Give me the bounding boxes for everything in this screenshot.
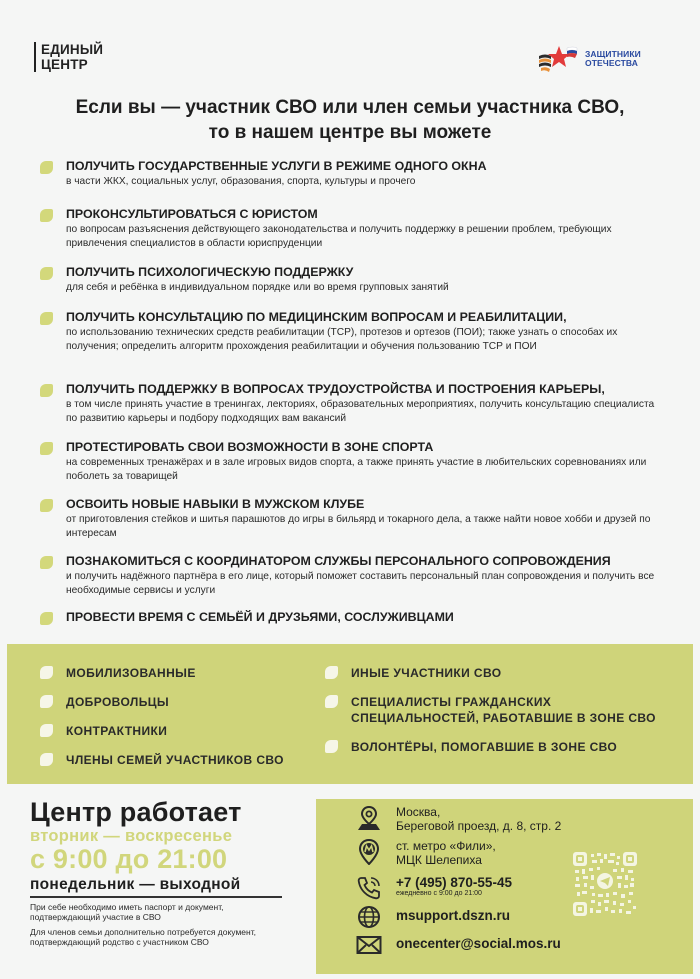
participant-label: КОНТРАКТНИКИ	[66, 724, 168, 738]
leaf-bullet-icon	[325, 666, 338, 679]
website-text	[396, 908, 510, 923]
metro-icon	[356, 839, 382, 865]
hours-title: Центр работает	[30, 797, 242, 827]
service-description: в том числе принять участие в тренингах, лекториях, образовательных мероприятиях, получить консультацию специалиста по развитию карьеры и подбору подходящих вам вакансий	[66, 399, 655, 424]
working-hours	[30, 797, 310, 898]
service-title: ПРОКОНСУЛЬТИРОВАТЬСЯ С ЮРИСТОМ	[66, 207, 318, 221]
brand-right-line-2: ОТЕЧЕСТВА	[585, 58, 638, 68]
day-off: понедельник — выходной	[30, 875, 282, 898]
leaf-bullet-icon	[40, 267, 53, 280]
service-description: от приготовления стейков и шитья парашютов до игры в бильярд и токарного дела, а также найти новое хобби и друзей по интересам	[66, 514, 651, 539]
envelope-icon	[356, 935, 382, 961]
service-description: в части ЖКХ, социальных услуг, образования, спорта, культуры и прочего	[66, 176, 416, 187]
address-text	[396, 805, 561, 833]
leaf-bullet-icon	[40, 312, 53, 325]
website-link[interactable]: msupport.dszn.ru	[396, 908, 510, 923]
note-family: Для членов семьи дополнительно потребуется документ, подтверждающий родство с участником СВО	[30, 927, 257, 947]
service-title: ПРОТЕСТИРОВАТЬ СВОИ ВОЗМОЖНОСТИ В ЗОНЕ СПОРТА	[66, 440, 434, 454]
leaf-bullet-icon	[40, 612, 53, 625]
globe-icon	[357, 905, 383, 931]
eligible-participants-panel	[7, 644, 693, 784]
headline-line-1: Если вы — участник СВО или член семьи участника СВО,	[75, 97, 625, 118]
zashchitniki-otechestva-logo	[537, 44, 641, 74]
required-documents-notes	[30, 902, 290, 952]
working-days: вторник — воскресенье	[30, 827, 233, 845]
participant-label: ВОЛОНТЁРЫ, ПОМОГАВШИЕ В ЗОНЕ СВО	[351, 740, 618, 754]
page-headline	[0, 95, 700, 145]
participant-label: СПЕЦИАЛИСТЫ ГРАЖДАНСКИХ	[351, 695, 552, 709]
service-title: ОСВОИТЬ НОВЫЕ НАВЫКИ В МУЖСКОМ КЛУБЕ	[66, 497, 365, 511]
leaf-bullet-icon	[40, 695, 53, 708]
brand-left-line-2: ЦЕНТР	[41, 57, 88, 72]
participant-label: МОБИЛИЗОВАННЫЕ	[66, 666, 196, 680]
metro-text	[396, 839, 496, 867]
leaf-bullet-icon	[40, 666, 53, 679]
service-title: ПОЗНАКОМИТЬСЯ С КООРДИНАТОРОМ СЛУЖБЫ ПЕРСОНАЛЬНОГО СОПРОВОЖДЕНИЯ	[66, 554, 611, 568]
service-title: ПРОВЕСТИ ВРЕМЯ С СЕМЬЁЙ И ДРУЗЬЯМИ, СОСЛУЖИВЦАМИ	[66, 610, 454, 624]
star-ribbon-icon	[537, 44, 583, 74]
brand-left-line-1: ЕДИНЫЙ	[41, 42, 104, 57]
edinyi-centr-logo	[34, 42, 103, 72]
leaf-bullet-icon	[40, 724, 53, 737]
leaf-bullet-icon	[40, 556, 53, 569]
leaf-bullet-icon	[325, 740, 338, 753]
leaf-bullet-icon	[40, 442, 53, 455]
service-description: по вопросам разъяснения действующего законодательства и получить поддержку в решении проблем, требующих привлечения специалистов в области юриспруденции	[66, 224, 612, 249]
map-pin-icon	[356, 805, 382, 831]
leaf-bullet-icon	[40, 753, 53, 766]
brand-right-line-1: ЗАЩИТНИКИ	[585, 48, 641, 59]
leaf-bullet-icon	[40, 209, 53, 222]
metro-station: ст. метро «Фили»,	[396, 839, 496, 853]
phone-text	[396, 875, 512, 898]
contacts-panel	[316, 799, 693, 974]
service-title: ПОЛУЧИТЬ ПОДДЕРЖКУ В ВОПРОСАХ ТРУДОУСТРОЙСТВА И ПОСТРОЕНИЯ КАРЬЕРЫ,	[66, 382, 605, 396]
leaf-bullet-icon	[40, 384, 53, 397]
phone-number[interactable]: +7 (495) 870-55-45	[396, 875, 512, 890]
leaf-bullet-icon	[325, 695, 338, 708]
email-text	[396, 936, 561, 951]
email-link[interactable]: onecenter@social.mos.ru	[396, 936, 561, 951]
qr-code[interactable]	[573, 852, 637, 916]
participant-label: ЧЛЕНЫ СЕМЕЙ УЧАСТНИКОВ СВО	[66, 753, 284, 767]
leaf-bullet-icon	[40, 499, 53, 512]
service-title: ПОЛУЧИТЬ КОНСУЛЬТАЦИЮ ПО МЕДИЦИНСКИМ ВОПРОСАМ И РЕАБИЛИТАЦИИ,	[66, 310, 567, 324]
service-description: и получить надёжного партнёра в его лице, который поможет составить персональный план сопровождения и получить все необходимые сервисы и услуги	[66, 571, 655, 596]
mck-station: МЦК Шелепиха	[396, 853, 482, 867]
address-street: Береговой проезд, д. 8, стр. 2	[396, 819, 562, 833]
participant-label: ИНЫЕ УЧАСТНИКИ СВО	[351, 666, 502, 680]
note-passport: При себе необходимо иметь паспорт и документ, подтверждающий участие в СВО	[30, 902, 224, 922]
service-description: по использованию технических средств реабилитации (ТСР), протезов и ортезов (ПОИ); также узнать о способах их получения; определить алгоритм прохождения реабилитации и обучения пользованию ТСР и ПОИ	[66, 327, 618, 352]
service-description: для себя и ребёнка в индивидуальном порядке или во время групповых занятий	[66, 282, 449, 293]
phone-hours: ежедневно с 9:00 до 21:00	[396, 890, 482, 897]
service-title: ПОЛУЧИТЬ ПСИХОЛОГИЧЕСКУЮ ПОДДЕРЖКУ	[66, 265, 354, 279]
address-city: Москва,	[396, 805, 441, 819]
working-time: с 9:00 до 21:00	[30, 844, 228, 874]
service-description: на современных тренажёрах и в зале игровых видов спорта, а также принять участие в любительских соревнованиях или поболеть за товарищей	[66, 457, 647, 482]
phone-icon	[356, 875, 382, 901]
participant-label-line-2: СПЕЦИАЛЬНОСТЕЙ, РАБОТАВШИЕ В ЗОНЕ СВО	[351, 711, 656, 725]
headline-line-2: то в нашем центре вы можете	[208, 122, 492, 143]
participant-label: ДОБРОВОЛЬЦЫ	[66, 695, 170, 709]
leaf-bullet-icon	[40, 161, 53, 174]
service-title: ПОЛУЧИТЬ ГОСУДАРСТВЕННЫЕ УСЛУГИ В РЕЖИМЕ ОДНОГО ОКНА	[66, 159, 487, 173]
